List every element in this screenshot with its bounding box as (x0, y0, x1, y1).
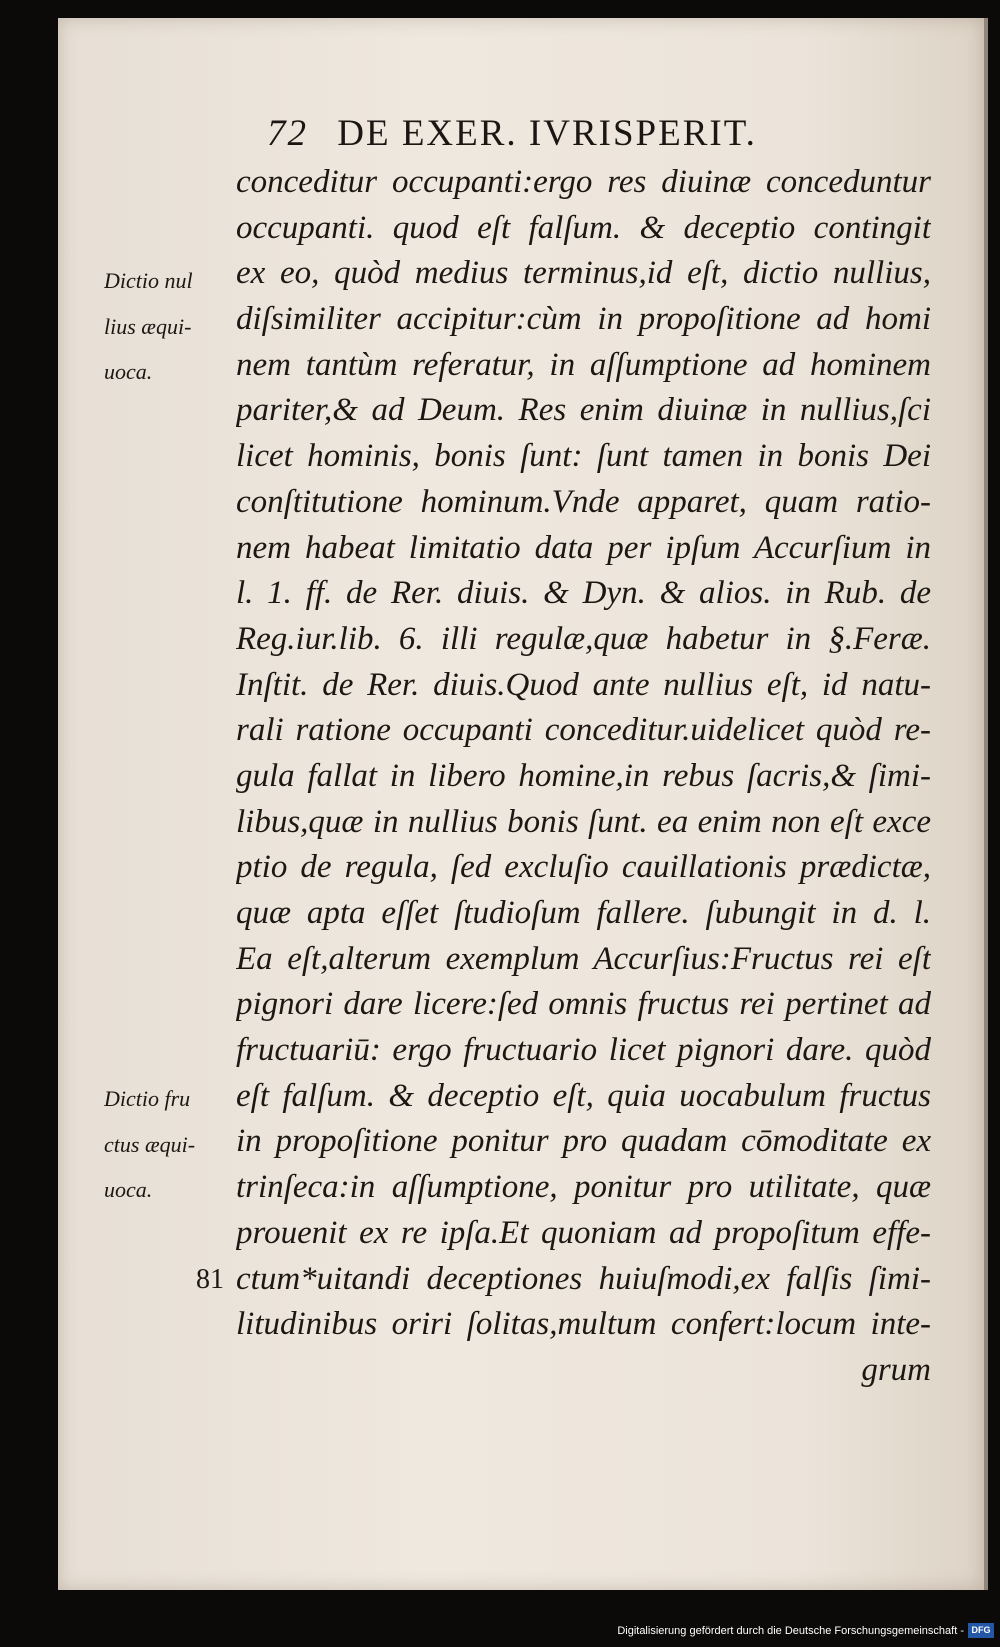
text-line: diſsimiliter accipitur:cùm in propoſitione ad homi (236, 301, 931, 338)
margin-note-dictio-nullius (104, 258, 234, 395)
text-line: occupanti. quod eſt falſum. & deceptio contingit (236, 209, 931, 246)
margin-note-line: ctus æqui- (104, 1131, 196, 1157)
text-line: ptio de regula, ſed excluſio cauillationis prædictæ, (236, 849, 931, 886)
margin-note-line: Dictio nul (104, 268, 193, 293)
funding-credit: Digitalisierung gefördert durch die Deutsche Forschungsgemeinschaft - (617, 1625, 964, 1637)
text-line: ex eo, quòd medius terminus,id eſt, dictio nullius, (236, 255, 931, 292)
text-line: gula fallat in libero homine,in rebus ſacris,& ſimi- (236, 757, 931, 794)
text-line: conceditur occupanti:ergo res diuinæ conceduntur (236, 164, 931, 200)
margin-note-line: Dictio fru (104, 1086, 191, 1111)
text-line: pariter,& ad Deum. Res enim diuinæ in nullius,ſci (236, 392, 931, 429)
catchword: grum (861, 1351, 931, 1388)
margin-note-line: lius æqui- (104, 313, 192, 339)
text-line: litudinibus oriri ſolitas,multum confert:locum inte- (236, 1306, 931, 1343)
text-line: l. 1. ff. de Rer. diuis. & Dyn. & alios. in Rub. de (236, 575, 931, 612)
margin-note-dictio-fructus (104, 1076, 234, 1213)
text-line: conſtitutione hominum.Vnde apparet, quam ratio- (236, 483, 931, 520)
margin-note-line: uoca. (104, 359, 153, 385)
text-line: licet hominis, bonis ſunt: ſunt tamen in bonis Dei (236, 438, 931, 475)
text-line: pignori dare licere:ſed omnis fructus rei pertinet ad (236, 986, 931, 1023)
text-line: nem habeat limitatio data per ipſum Accurſium in (236, 529, 931, 566)
main-text (236, 160, 931, 1394)
text-line: Reg.iur.lib. 6. illi regulæ,quæ habetur in §.Feræ. (236, 620, 931, 657)
text-line: quæ apta eſſet ſtudioſum fallere. ſubungit in d. l. (236, 895, 931, 931)
running-title: DE EXER. IVRISPERIT. (337, 113, 757, 154)
digitization-footer (0, 1618, 1000, 1647)
text-line: rali ratione occupanti conceditur.uidelicet quòd re- (236, 712, 931, 749)
running-header (267, 112, 907, 156)
text-line: eſt falſum. & deceptio eſt, quia uocabulum fructus (236, 1077, 931, 1114)
text-line: ctum*uitandi deceptiones huiuſmodi,ex falſis ſimi- (236, 1260, 931, 1297)
text-line: in propoſitione ponitur pro quadam cōmoditate ex (236, 1123, 931, 1160)
page-number: 72 (267, 113, 308, 154)
text-line: trinſeca:in aſſumptione, ponitur pro utilitate, quæ (236, 1169, 931, 1206)
margin-note-line: uoca. (104, 1177, 153, 1203)
text-line: libus,quæ in nullius bonis ſunt. ea enim non eſt exce (236, 803, 931, 840)
text-line: prouenit ex re ipſa.Et quoniam ad propoſitum effe- (236, 1214, 931, 1251)
text-line: Inſtit. de Rer. diuis.Quod ante nullius eſt, id natu- (236, 666, 931, 703)
dfg-logo-icon: DFG (968, 1623, 994, 1638)
text-line: fructuariū: ergo fructuario licet pignori dare. quòd (236, 1032, 931, 1069)
text-line: nem tantùm referatur, in aſſumptione ad hominem (236, 346, 931, 383)
margin-line-number: 81 (196, 1264, 224, 1295)
text-line: Ea eſt,alterum exemplum Accurſius:Fructus rei eſt (236, 940, 931, 977)
